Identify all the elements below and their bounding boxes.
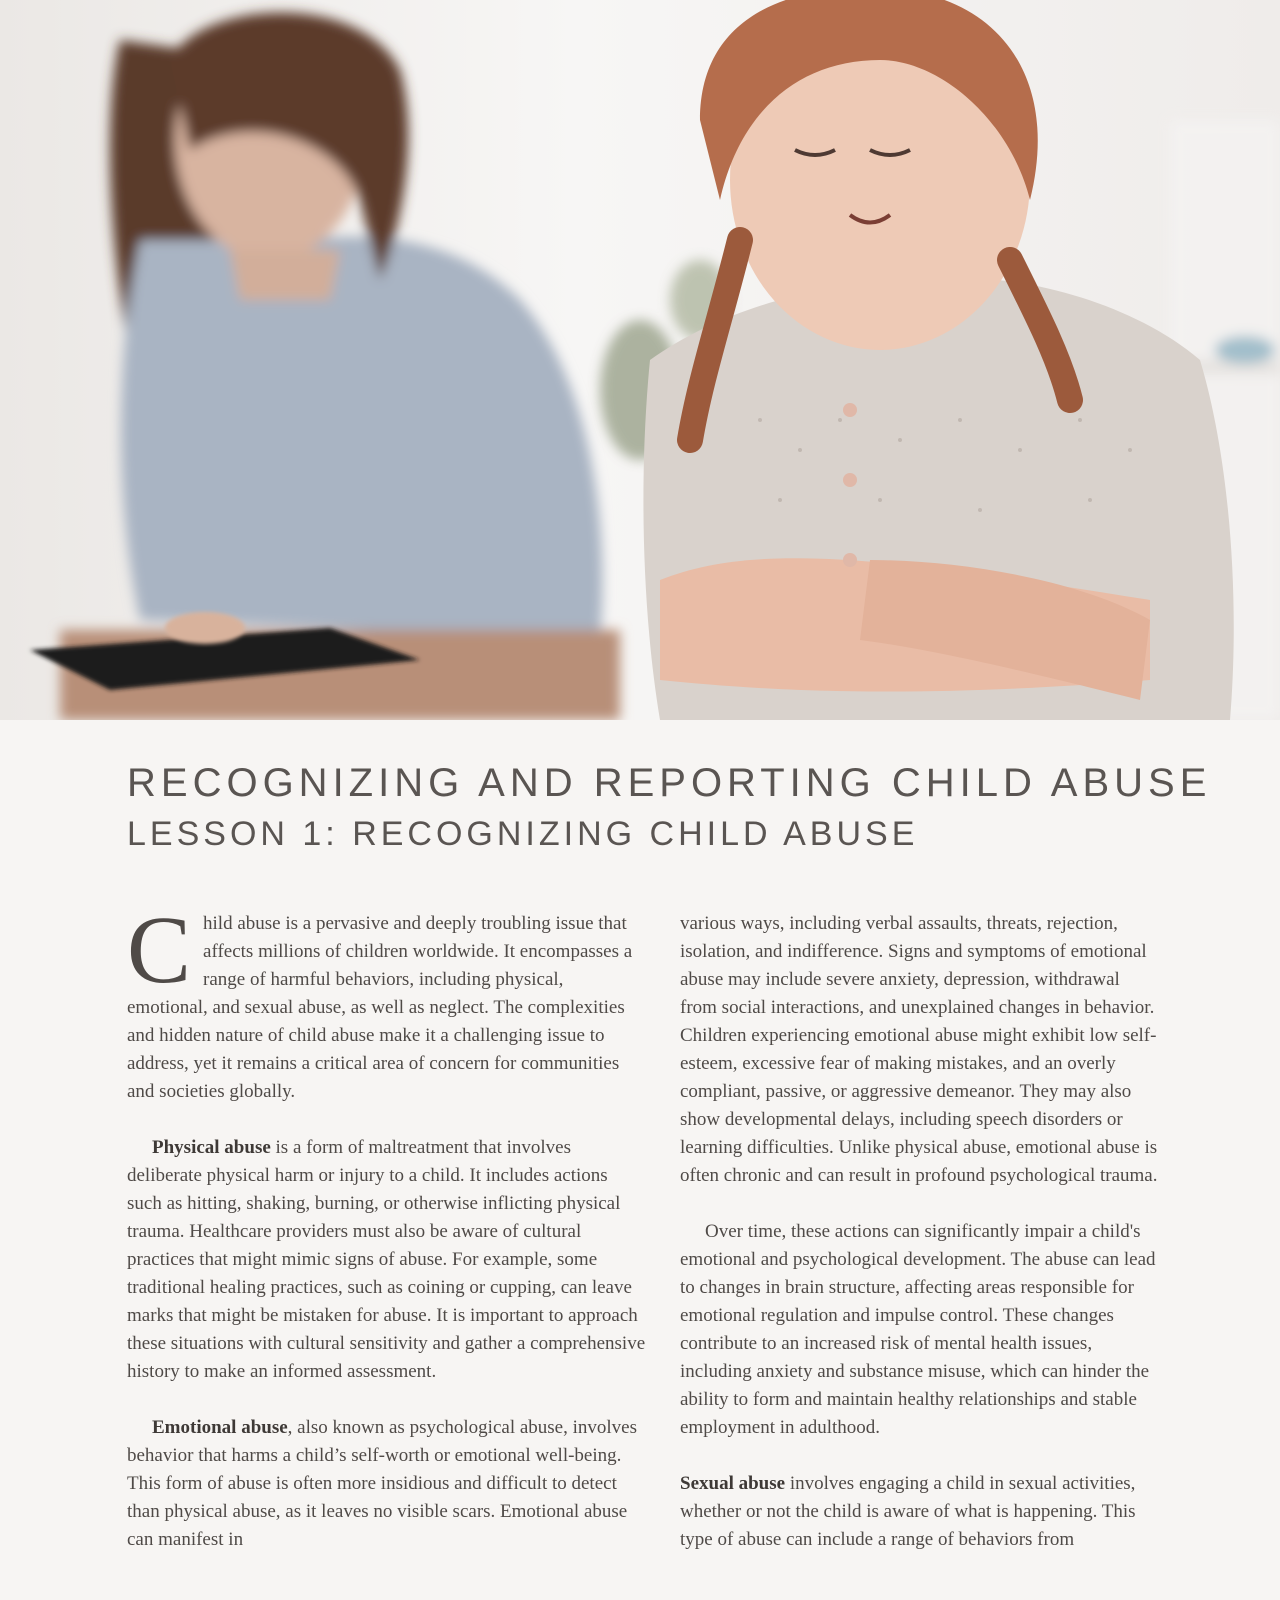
hero-photo xyxy=(0,0,1280,720)
sexual-abuse-term: Sexual abuse xyxy=(680,1473,786,1494)
physical-abuse-paragraph xyxy=(127,1134,647,1386)
sexual-abuse-paragraph xyxy=(680,1470,1158,1554)
emotional-abuse-term: Emotional abuse xyxy=(152,1417,288,1438)
emotional-abuse-continued: various ways, including verbal assaults, threats, rejection, isolation, and indifference. Signs and symptoms of emotional abuse may include severe anxiety, depression, withdrawal from social interactions, and unexplained changes in behavior. Children experiencing emotional abuse might exhibit low self-esteem, excessive fear of making mistakes, and an overly compliant, passive, or aggressive demeanor. They may also show developmental delays, including speech disorders or learning difficulties. Unlike physical abuse, emotional abuse is often chronic and can result in profound psychological trauma. xyxy=(680,913,1158,1186)
over-time-paragraph: Over time, these actions can significantly impair a child's emotional and psychological development. The abuse can lead to changes in brain structure, affecting areas responsible for emotional regulation and impulse control. These changes contribute to an increased risk of mental health issues, including anxiety and substance misuse, which can hinder the ability to form and maintain healthy relationships and stable employment in adulthood. xyxy=(680,1221,1156,1438)
physical-abuse-term: Physical abuse xyxy=(152,1137,271,1158)
lesson-title: LESSON 1: RECOGNIZING CHILD ABUSE xyxy=(127,815,919,853)
right-column xyxy=(680,910,1158,1582)
intro-text: hild abuse is a pervasive and deeply troubling issue that affects millions of children worldwide. It encompasses a range of harmful behaviors, including physical, emotional, and sexual abuse, as well as neglect. The complexities and hidden nature of child abuse make it a challenging issue to address, yet it remains a critical area of concern for communities and societies globally. xyxy=(127,913,633,1102)
physical-abuse-text: is a form of maltreatment that involves deliberate physical harm or injury to a child. It includes actions such as hitting, shaking, burning, or otherwise inflicting physical trauma. Healthcare providers must also be aware of cultural practices that might mimic signs of abuse. For example, some traditional healing practices, such as coining or cupping, can leave marks that might be mistaken for abuse. It is important to approach these situations with cultural sensitivity and gather a comprehensive history to make an informed assessment. xyxy=(127,1137,646,1382)
hero-photo-icon xyxy=(0,0,1280,720)
intro-paragraph xyxy=(127,896,647,1106)
sexual-abuse-text: involves engaging a child in sexual activities, whether or not the child is aware of what is happening. This type of abuse can include a range of behaviors from xyxy=(680,1473,1136,1550)
drop-cap: C xyxy=(127,896,192,1003)
emotional-abuse-paragraph xyxy=(127,1414,647,1554)
course-title: RECOGNIZING AND REPORTING CHILD ABUSE xyxy=(127,761,1212,805)
title-block xyxy=(127,757,1212,859)
emotional-abuse-text: , also known as psychological abuse, involves behavior that harms a child’s self-worth or emotional well-being. This form of abuse is often more insidious and difficult to detect than physical abuse, as it leaves no visible scars. Emotional abuse can manifest in xyxy=(127,1417,638,1550)
left-column xyxy=(127,896,647,1582)
